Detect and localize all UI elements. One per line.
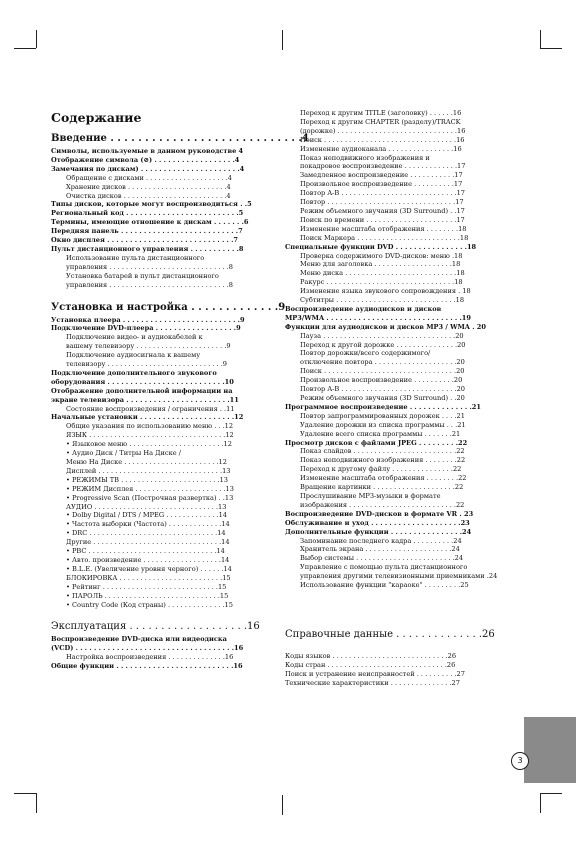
spacer [285, 643, 501, 652]
toc-entry: Окно дисплея . . . . . . . . . . . . . . . . . . . . . . . . . . . .7 [51, 236, 239, 245]
toc-entry: • РЕЖИМЫ ТВ . . . . . . . . . . . . . . . . . . . . . . . .13 [66, 475, 228, 484]
toc-entry: экране телевизора . . . . . . . . . . . . . . . . . . . . . . .11 [51, 395, 239, 404]
toc-entry: Символы, используемые в данном руководстве 4 [51, 147, 244, 155]
toc-entry: Переход к другим TITLE (заголовку) . . . . . .16 [300, 109, 462, 117]
toc-entry: (VCD) . . . . . . . . . . . . . . . . . . . . . . . . . . . . . . . . . . .16 [51, 644, 244, 653]
toc-entry: Показ слайдов . . . . . . . . . . . . . . . . . . . . . . . . .22 [300, 447, 465, 456]
toc-entry: Меню для заголовка . . . . . . . . . . . . . . . . . . .18 [300, 260, 461, 269]
toc-entry: Повтор дорожки/всего содержимого/ [300, 349, 431, 358]
toc-entry: Прослушивание MP3-музыки в формате [300, 491, 441, 500]
toc-entry: • ПАРОЛЬ . . . . . . . . . . . . . . . . . . . . . . . . . . . .15 [66, 591, 229, 600]
toc-entry: Замедленное воспроизведение . . . . . . . . . . .17 [300, 171, 463, 180]
toc-entry: • Country Code (Код страны) . . . . . . . . . . . . . .15 [66, 600, 233, 609]
toc-entry: Изменение масштаба отображения . . . . . . . .22 [300, 474, 467, 483]
toc-entry: Воспроизведение аудиодисков и дисков [285, 304, 442, 313]
toc-entry: Повтор запрограммированных дорожек . . . .21 [300, 411, 465, 420]
crop-mark [14, 793, 36, 794]
toc-entry: Показ неподвижного изображения . . . . . . . .22 [300, 456, 466, 465]
toc-entry: ЯЗЫК . . . . . . . . . . . . . . . . . . . . . . . . . . . . . . . . .12 [66, 431, 234, 440]
toc-entry: Специальные функции DVD . . . . . . . . . . . . . . . .18 [285, 242, 477, 251]
toc-entry: Изменение масштаба отображения . . . . . . . .18 [300, 224, 467, 233]
toc-entry: Произвольное воспроизведение . . . . . . . . . .17 [300, 180, 463, 189]
toc-entry: Другие . . . . . . . . . . . . . . . . . . . . . . . . . . . . . . .14 [66, 538, 230, 547]
toc-entry: Запоминание последнего кадра . . . . . . . . . .24 [300, 536, 462, 545]
toc-entry: Произвольное воспроизведение . . . . . . . . . .20 [300, 376, 463, 385]
toc-entry: Начальные установки . . . . . . . . . . . . . . . . . . . . .12 [51, 413, 244, 422]
toc-entry: Использование функции "караоке" . . . . . . . . .25 [300, 581, 469, 590]
toc-entry: Просмотр дисков с файлами JPEG . . . . . . . . .22 [285, 438, 468, 447]
toc-entry: изображения . . . . . . . . . . . . . . . . . . . . . . . . . .22 [300, 500, 465, 509]
toc-entry: Переход к другим CHAPTER (разделу)/TRACK [300, 117, 461, 126]
toc-entry: Повтор A-B . . . . . . . . . . . . . . . . . . . . . . . . . . . .20 [300, 385, 465, 394]
toc-entry: Использование пульта дистанционного [66, 253, 205, 262]
page-title: Содержание [51, 110, 142, 125]
crop-mark [14, 48, 36, 49]
toc-entry: БЛОКИРОВКА . . . . . . . . . . . . . . . . . . . . . . . . .15 [66, 573, 231, 582]
toc-entry: Очистка дисков . . . . . . . . . . . . . . . . . . . . . . . . .4 [66, 191, 231, 200]
toc-entry: Поиск Маркера . . . . . . . . . . . . . . . . . . . . . . . . .18 [300, 233, 469, 242]
toc-entry: Удаление дорожки из списка программы . . .21 [300, 420, 466, 429]
toc-entry: вашему телевизору . . . . . . . . . . . . . . . . . . . . . .9 [66, 342, 231, 351]
toc-entry: Выбор системы . . . . . . . . . . . . . . . . . . . . . . . .24 [300, 554, 464, 563]
crop-mark [540, 30, 541, 48]
toc-entry: Поиск . . . . . . . . . . . . . . . . . . . . . . . . . . . . . . . .20 [300, 367, 465, 376]
spacer [285, 608, 501, 626]
toc-entry: Отображение символа (⊘) . . . . . . . . . . . . . . . . . .4 [51, 155, 240, 164]
crop-mark [282, 795, 283, 815]
toc-entry: Режим объемного звучания (3D Surround) . .17 [300, 206, 465, 215]
toc-entry: телевизору . . . . . . . . . . . . . . . . . . . . . . . . . . . .9 [66, 360, 227, 369]
crop-mark [36, 30, 37, 48]
toc-entry: Состояние воспроизведения / ограничения . .11 [66, 404, 235, 413]
toc-entry: Изменение языка звукового сопровождения . 18 [300, 287, 471, 296]
toc-entry: Общие указания по использованию меню . . .12 [66, 422, 234, 431]
toc-entry: Управление с помощью пульта дистанционного [300, 563, 468, 572]
toc-entry: Отображение дополнительной информации на [51, 386, 233, 395]
toc-entry: Воспроизведение DVD-диска или видеодиска [51, 635, 227, 644]
toc-entry: Изменение аудиоканала . . . . . . . . . . . . . . . .16 [300, 144, 462, 153]
toc-entry: Субтитры . . . . . . . . . . . . . . . . . . . . . . . . . . . . .18 [300, 296, 465, 305]
toc-left-column [51, 130, 309, 671]
toc-entry: Дисплей . . . . . . . . . . . . . . . . . . . . . . . . . . . . . .13 [66, 466, 231, 475]
toc-entry: АУДИО . . . . . . . . . . . . . . . . . . . . . . . . . . . . . .13 [66, 502, 227, 511]
toc-entry: • Аудио Диск / Титры На Диске / [66, 449, 181, 458]
toc-entry: Обслуживание и уход . . . . . . . . . . . . . . . . . . . .23 [285, 518, 470, 527]
toc-entry: оборудования . . . . . . . . . . . . . . . . . . . . . . . . . .10 [51, 377, 234, 386]
toc-entry: Подключение DVD-плеера . . . . . . . . . . . . . . . . . .9 [51, 324, 241, 333]
toc-entry: Воспроизведение DVD-дисков в формате VR . 23 [285, 509, 474, 518]
toc-entry: Термины, имеющие отношение к дискам . . . . . . .6 [51, 218, 249, 227]
toc-entry: Ракурс . . . . . . . . . . . . . . . . . . . . . . . . . . . . . . .18 [300, 278, 463, 287]
toc-entry: Переход к другой дорожке . . . . . . . . . . . . . . .20 [300, 340, 466, 349]
toc-entry: покадровое воспроизведение . . . . . . . . . . . . .17 [300, 162, 466, 171]
toc-entry: • Progressive Scan (Построчная развертка) . .13 [66, 493, 234, 502]
crop-mark [36, 793, 37, 813]
toc-entry: Поиск и устранение неисправностей . . . . . . . . . .27 [285, 669, 465, 678]
toc-entry: Установка плеера . . . . . . . . . . . . . . . . . . . . . . . . . .9 [51, 315, 245, 324]
toc-entry: • DRC . . . . . . . . . . . . . . . . . . . . . . . . . . . . . . .14 [66, 529, 226, 538]
toc-entry: Вращение картинки . . . . . . . . . . . . . . . . . . . .22 [300, 483, 464, 492]
toc-entry: Хранение дисков . . . . . . . . . . . . . . . . . . . . . . . .4 [66, 182, 231, 191]
spacer [51, 290, 267, 299]
page-number: 3 [511, 752, 529, 770]
toc-entry: Общие функции . . . . . . . . . . . . . . . . . . . . . . . . . .16 [51, 662, 243, 671]
toc-entry: Коды стран . . . . . . . . . . . . . . . . . . . . . . . . . . . . .26 [285, 660, 456, 669]
toc-entry: Программное воспроизведение . . . . . . . . . . . . . .21 [285, 402, 481, 411]
toc-entry: Удаление всего списка программы . . . . . . .21 [300, 429, 461, 438]
toc-entry: • PBC . . . . . . . . . . . . . . . . . . . . . . . . . . . . . . .14 [66, 547, 225, 556]
toc-entry: Пульт дистанционного управления . . . . . . . . . . .8 [51, 244, 244, 253]
toc-entry: Региональный код . . . . . . . . . . . . . . . . . . . . . . . . .5 [51, 209, 244, 218]
crop-mark [540, 793, 562, 794]
crop-mark [282, 30, 283, 50]
toc-entry: Передняя панель . . . . . . . . . . . . . . . . . . . . . . . . . .7 [51, 227, 243, 236]
toc-entry: • Рейтинг . . . . . . . . . . . . . . . . . . . . . . . . . . . .15 [66, 582, 227, 591]
toc-entry: отключение повтора . . . . . . . . . . . . . . . . . . . .20 [300, 358, 465, 367]
toc-entry: Режим объемного звучания (3D Surround) . .20 [300, 394, 465, 402]
toc-entry: Повтор . . . . . . . . . . . . . . . . . . . . . . . . . . . . . . .17 [300, 198, 464, 207]
toc-entry: Обращение с дисками . . . . . . . . . . . . . . . . . . . .4 [66, 173, 232, 182]
toc-entry: Дополнительные функции . . . . . . . . . . . . . . . .24 [285, 527, 472, 536]
toc-entry: Типы дисков, которые могут воспроизводиться . .5 [51, 200, 252, 209]
toc-entry: Поиск . . . . . . . . . . . . . . . . . . . . . . . . . . . . . . . .16 [300, 135, 465, 144]
toc-entry: Переход к другому файлу . . . . . . . . . . . . . . .22 [300, 465, 462, 474]
toc-entry: Меню диска . . . . . . . . . . . . . . . . . . . . . . . . . . .18 [300, 269, 465, 278]
toc-entry: управления другими телевизионными приемниками .24 [300, 572, 498, 581]
toc-entry: • РЕЖИМ Дисплея . . . . . . . . . . . . . . . . . . . . . .13 [66, 484, 234, 493]
toc-section-heading: Эксплуатация . . . . . . . . . . . . . . . . . . .16 [51, 621, 260, 633]
toc-entry: • B.L.E. (Увеличение уровня черного) . . . . . .14 [66, 564, 232, 573]
toc-entry: • Частота выборки (Частота) . . . . . . . . . . . . .14 [66, 520, 230, 529]
toc-entry: Пауза . . . . . . . . . . . . . . . . . . . . . . . . . . . . . . . .20 [300, 331, 464, 340]
crop-mark [540, 48, 562, 49]
toc-entry: Установка батарей в пульт дистанционного [66, 271, 219, 280]
toc-entry: управления . . . . . . . . . . . . . . . . . . . . . . . . . . . . .8 [66, 280, 233, 289]
toc-entry: (дорожке) . . . . . . . . . . . . . . . . . . . . . . . . . . . . .16 [300, 126, 466, 135]
toc-entry: Подключение дополнительного звукового [51, 368, 217, 377]
toc-right-column [285, 109, 501, 688]
toc-entry: Показ неподвижного изображения и [300, 153, 430, 162]
spacer [51, 609, 267, 618]
toc-entry: Функции для аудиодисков и дисков MP3 / WMA . 20 [285, 322, 486, 331]
toc-entry: Замечания по дискам) . . . . . . . . . . . . . . . . . . . . . .4 [51, 164, 245, 173]
toc-entry: • Языковое меню . . . . . . . . . . . . . . . . . . . . . . .12 [66, 440, 232, 449]
toc-entry: Настройка воспроизведения . . . . . . . . . . . . . .16 [66, 653, 234, 662]
toc-entry: MP3/WMA . . . . . . . . . . . . . . . . . . . . . . . . . . . . . .19 [285, 313, 471, 322]
toc-entry: Технические характеристики . . . . . . . . . . . . . . .27 [285, 678, 460, 687]
toc-entry: Подключение видео- и аудиокабелей к [66, 333, 203, 342]
toc-entry: Коды языков . . . . . . . . . . . . . . . . . . . . . . . . . . . .26 [285, 651, 457, 660]
spacer [285, 590, 501, 608]
toc-entry: Хранитель экрана . . . . . . . . . . . . . . . . . . . . .24 [300, 545, 460, 554]
crop-mark [540, 793, 541, 813]
toc-section-heading: Введение . . . . . . . . . . . . . . . . . . . . . . . . . . . .4 [51, 133, 309, 144]
toc-section-heading: Справочные данные . . . . . . . . . . . . . .26 [285, 628, 495, 640]
toc-entry: Проверка содержимого DVD-дисков: меню .18 [300, 251, 463, 260]
toc-entry: управления . . . . . . . . . . . . . . . . . . . . . . . . . . . . .8 [66, 262, 233, 271]
toc-entry: • Dolby Digital / DTS / MPEG . . . . . . . . . . . . .14 [66, 511, 227, 520]
toc-entry: Повтор A-B . . . . . . . . . . . . . . . . . . . . . . . . . . . .17 [300, 189, 465, 198]
toc-section-heading: Установка и настройка . . . . . . . . . . . . .9 [51, 301, 286, 313]
side-tab [524, 717, 576, 783]
toc-entry: Поиск по времени . . . . . . . . . . . . . . . . . . . . . .17 [300, 215, 465, 224]
toc-entry: • Авто. произведение . . . . . . . . . . . . . . . . . . .14 [66, 555, 230, 564]
toc-entry: Подключение аудиосигнала к вашему [66, 351, 201, 360]
toc-entry: Меню На Диске . . . . . . . . . . . . . . . . . . . . . . .12 [66, 458, 227, 466]
